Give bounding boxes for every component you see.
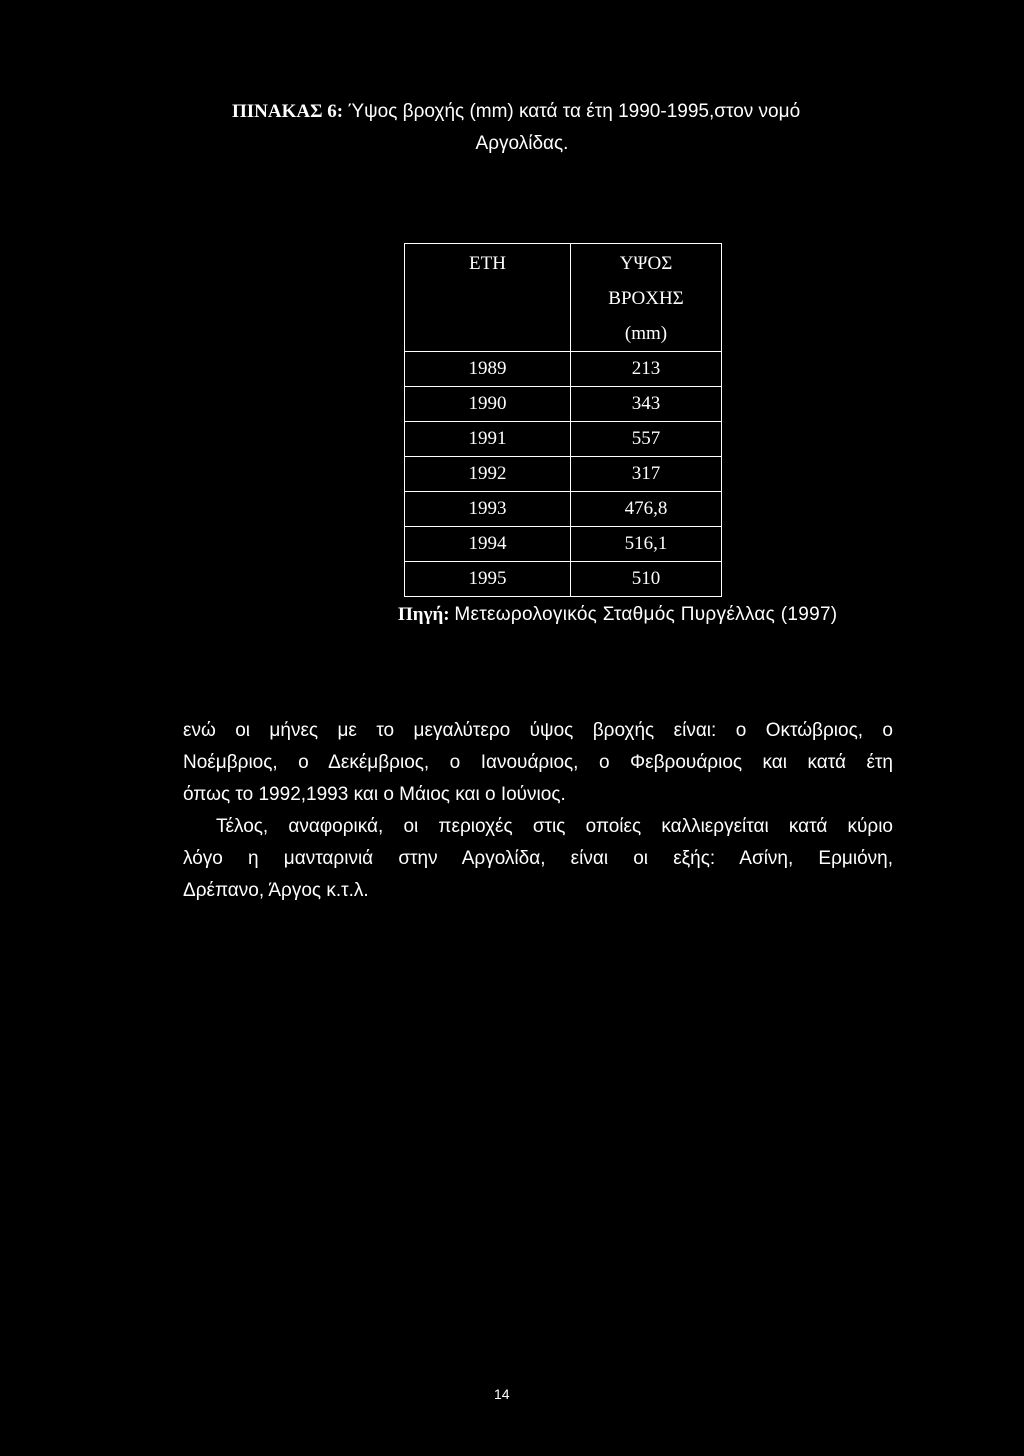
- source-label: Πηγή:: [398, 604, 450, 625]
- table-row: [405, 527, 722, 562]
- header-rainfall: ΥΨΟΣ ΒΡΟΧΗΣ (mm): [571, 244, 722, 352]
- rainfall-table: [404, 243, 722, 597]
- year-cell: 1989: [405, 352, 571, 387]
- table-row: [405, 457, 722, 492]
- rainfall-cell: 476,8: [571, 492, 722, 527]
- table-row: [405, 422, 722, 457]
- year-cell: 1991: [405, 422, 571, 457]
- body-line: Δρέπανο, Άργος κ.τ.λ.: [183, 880, 369, 901]
- caption-line-2: Αργολίδας.: [475, 133, 569, 154]
- table-source: [398, 604, 837, 626]
- table-row: [405, 492, 722, 527]
- caption-title: Ύψος βροχής (mm) κατά τα έτη 1990-1995,στον νομό: [347, 101, 801, 122]
- table-header-row: [405, 244, 722, 352]
- body-paragraphs: [183, 715, 893, 907]
- year-cell: 1992: [405, 457, 571, 492]
- year-cell: 1994: [405, 527, 571, 562]
- year-cell: 1993: [405, 492, 571, 527]
- page-number: 14: [494, 1386, 510, 1402]
- body-line: Νοέμβριος, ο Δεκέμβριος, ο Ιανουάριος, ο Φεβρουάριος και κατά έτη: [183, 752, 893, 773]
- table-caption: [232, 96, 852, 160]
- rainfall-cell: 213: [571, 352, 722, 387]
- rainfall-cell: 516,1: [571, 527, 722, 562]
- year-cell: 1995: [405, 562, 571, 597]
- table-row: [405, 562, 722, 597]
- body-line: όπως το 1992,1993 και ο Μάιος και ο Ιούνιος.: [183, 784, 566, 805]
- body-line: λόγο η μανταρινιά στην Αργολίδα, είναι οι εξής: Ασίνη, Ερμιόνη,: [183, 848, 893, 869]
- rainfall-cell: 343: [571, 387, 722, 422]
- header-years: ΕΤΗ: [405, 244, 571, 352]
- rainfall-cell: 317: [571, 457, 722, 492]
- body-line: ενώ οι μήνες με το μεγαλύτερο ύψος βροχής είναι: ο Οκτώβριος, ο: [183, 720, 893, 741]
- caption-line-1: [232, 96, 852, 128]
- body-line: Τέλος, αναφορικά, οι περιοχές στις οποίες καλλιεργείται κατά κύριο: [216, 816, 893, 837]
- source-text: Μετεωρολογικός Σταθμός Πυργέλλας (1997): [454, 604, 838, 625]
- year-cell: 1990: [405, 387, 571, 422]
- rainfall-cell: 557: [571, 422, 722, 457]
- table-row: [405, 352, 722, 387]
- table-row: [405, 387, 722, 422]
- rainfall-cell: 510: [571, 562, 722, 597]
- caption-label: ΠΙΝΑΚΑΣ 6:: [232, 101, 344, 122]
